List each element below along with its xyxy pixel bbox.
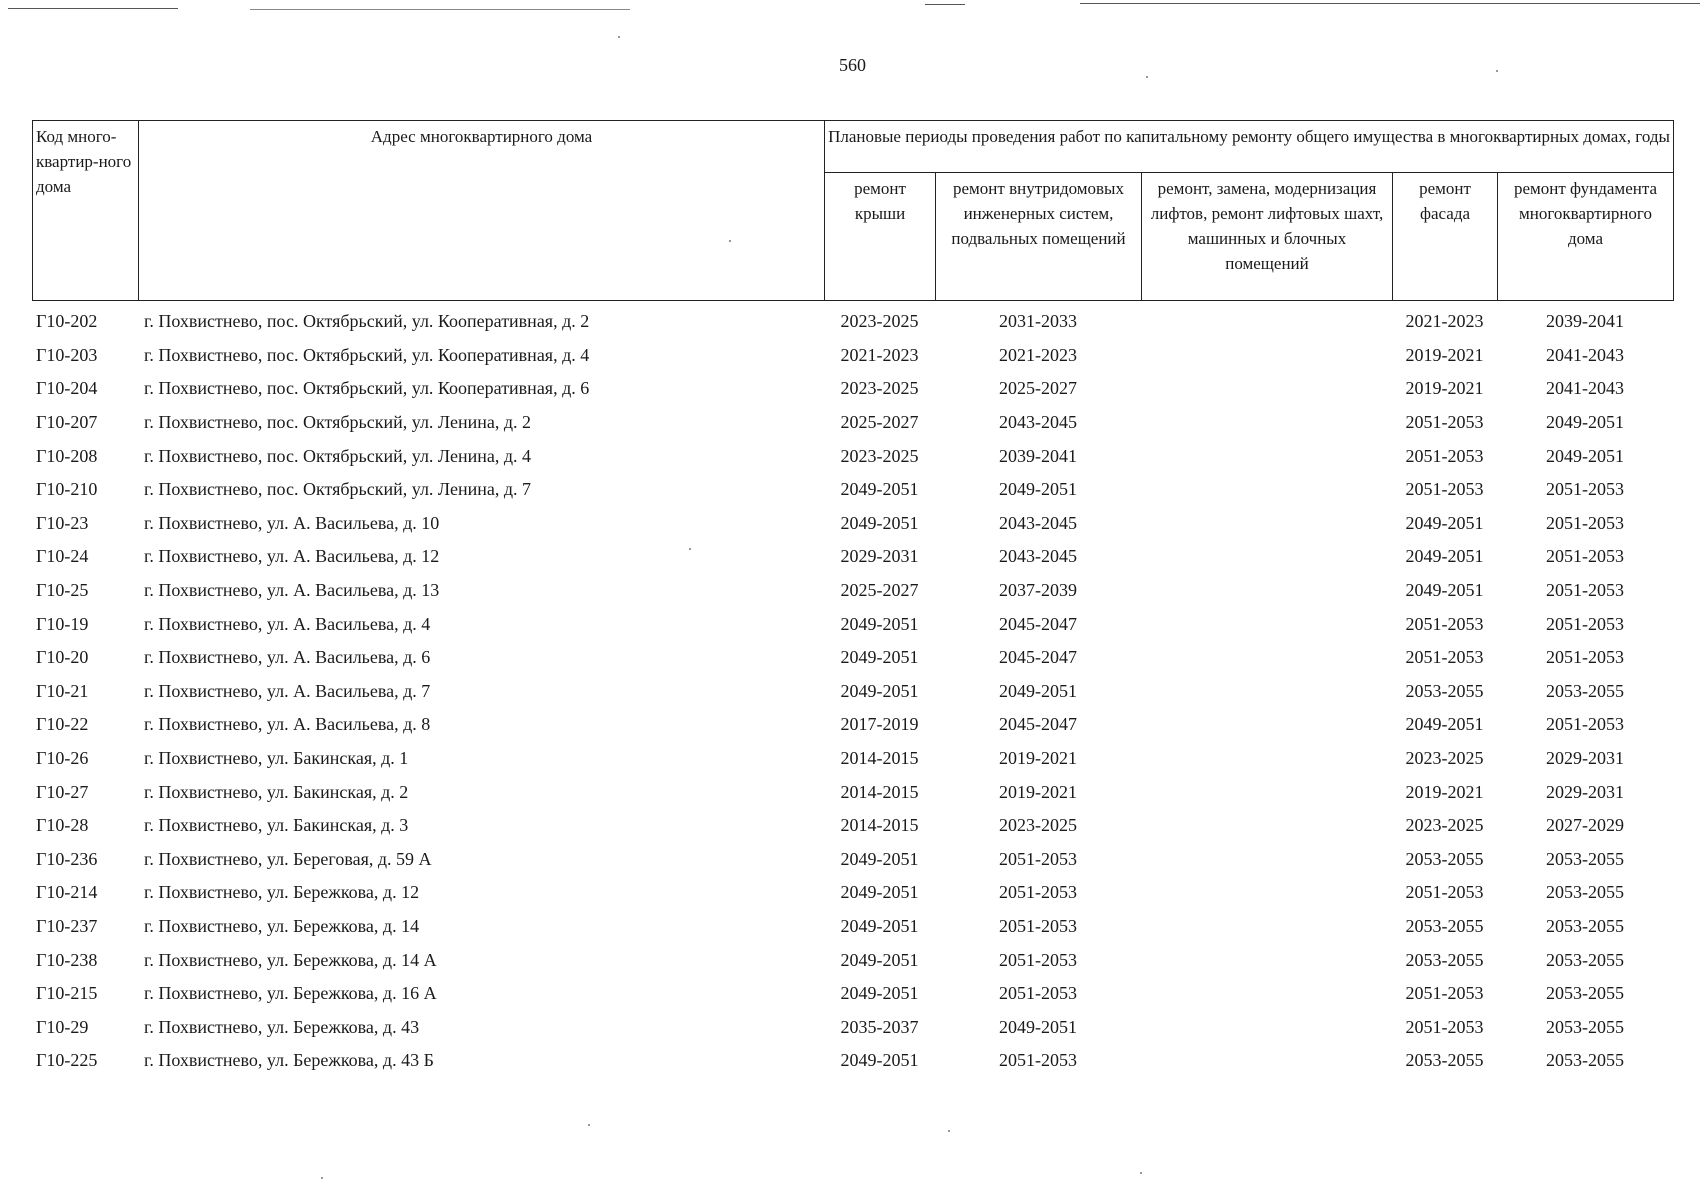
table-header: [32, 120, 1674, 301]
cell-facade: 2051-2053: [1405, 613, 1484, 634]
cell-roof: 2014-2015: [840, 748, 919, 769]
cell-roof: 2029-2031: [840, 546, 919, 567]
cell-code: Г10-19: [36, 613, 89, 634]
cell-facade: 2051-2053: [1405, 479, 1484, 500]
cell-foundation: 2029-2031: [1546, 748, 1624, 769]
cell-roof: 2023-2025: [840, 445, 919, 466]
cell-address: г. Похвистнево, пос. Октябрьский, ул. Ленина, д. 4: [144, 445, 532, 466]
scan-speck: [948, 1130, 950, 1132]
cell-elevators: [1141, 809, 1392, 843]
cell-address: г. Похвистнево, ул. А. Васильева, д. 6: [144, 647, 431, 668]
cell-address: г. Похвистнево, пос. Октябрьский, ул. Кооперативная, д. 4: [144, 344, 590, 365]
cell-code: Г10-210: [36, 479, 98, 500]
cell-elevators: [1141, 305, 1392, 339]
cell-foundation: 2051-2053: [1546, 512, 1624, 533]
cell-facade: 2049-2051: [1405, 512, 1484, 533]
table-row: [32, 305, 1673, 339]
cell-systems: 2051-2053: [999, 983, 1077, 1004]
cell-roof: 2049-2051: [840, 613, 919, 634]
table-row: [32, 406, 1673, 440]
table-row: [32, 742, 1673, 776]
cell-facade: 2053-2055: [1405, 680, 1484, 701]
cell-facade: 2051-2053: [1405, 412, 1484, 433]
cell-systems: 2051-2053: [999, 915, 1077, 936]
table-row: [32, 775, 1673, 809]
cell-facade: 2051-2053: [1405, 983, 1484, 1004]
cell-foundation: 2039-2041: [1546, 311, 1624, 332]
cell-elevators: [1141, 540, 1392, 574]
table-row: [32, 540, 1673, 574]
cell-elevators: [1141, 574, 1392, 608]
cell-elevators: [1141, 641, 1392, 675]
table-row: [32, 809, 1673, 843]
cell-code: Г10-237: [36, 915, 98, 936]
cell-address: г. Похвистнево, ул. Бережкова, д. 14 А: [144, 949, 437, 970]
cell-systems: 2049-2051: [999, 1016, 1077, 1037]
cell-code: Г10-23: [36, 512, 89, 533]
cell-roof: 2049-2051: [840, 680, 919, 701]
cell-code: Г10-25: [36, 580, 89, 601]
cell-facade: 2051-2053: [1405, 647, 1484, 668]
cell-systems: 2051-2053: [999, 882, 1077, 903]
cell-systems: 2045-2047: [999, 613, 1077, 634]
cell-roof: 2049-2051: [840, 647, 919, 668]
cell-code: Г10-204: [36, 378, 98, 399]
cell-foundation: 2029-2031: [1546, 781, 1624, 802]
cell-roof: 2023-2025: [840, 378, 919, 399]
cell-elevators: [1141, 675, 1392, 709]
cell-foundation: 2053-2055: [1546, 1016, 1624, 1037]
cell-elevators: [1141, 910, 1392, 944]
cell-roof: 2049-2051: [840, 949, 919, 970]
cell-address: г. Похвистнево, ул. Бережкова, д. 12: [144, 882, 420, 903]
cell-elevators: [1141, 1010, 1392, 1044]
cell-facade: 2053-2055: [1405, 915, 1484, 936]
data-table: [32, 305, 1673, 1078]
cell-code: Г10-203: [36, 344, 98, 365]
cell-address: г. Похвистнево, ул. А. Васильева, д. 7: [144, 680, 431, 701]
header-address: Адрес многоквартирного дома: [139, 121, 825, 301]
scan-speck: [1496, 70, 1498, 72]
cell-systems: 2049-2051: [999, 479, 1077, 500]
cell-systems: 2043-2045: [999, 512, 1077, 533]
cell-systems: 2019-2021: [999, 781, 1077, 802]
scan-artifact-line: [250, 9, 630, 10]
cell-address: г. Похвистнево, ул. Бережкова, д. 43 Б: [144, 1050, 434, 1071]
cell-address: г. Похвистнево, ул. Береговая, д. 59 А: [144, 848, 432, 869]
cell-roof: 2021-2023: [840, 344, 919, 365]
cell-code: Г10-22: [36, 714, 89, 735]
cell-code: Г10-236: [36, 848, 98, 869]
cell-foundation: 2051-2053: [1546, 479, 1624, 500]
cell-address: г. Похвистнево, ул. Бакинская, д. 2: [144, 781, 409, 802]
cell-foundation: 2051-2053: [1546, 546, 1624, 567]
cell-roof: 2014-2015: [840, 781, 919, 802]
cell-elevators: [1141, 607, 1392, 641]
table-row: [32, 473, 1673, 507]
cell-facade: 2023-2025: [1405, 815, 1484, 836]
cell-address: г. Похвистнево, пос. Октябрьский, ул. Ленина, д. 7: [144, 479, 532, 500]
table-row: [32, 339, 1673, 373]
cell-facade: 2021-2023: [1405, 311, 1484, 332]
cell-facade: 2051-2053: [1405, 445, 1484, 466]
header-foundation: ремонт фундамента многоквартирного дома: [1498, 173, 1674, 301]
cell-address: г. Похвистнево, ул. Бакинская, д. 3: [144, 815, 409, 836]
cell-elevators: [1141, 473, 1392, 507]
cell-foundation: 2041-2043: [1546, 378, 1624, 399]
scan-artifact-line: [925, 4, 965, 5]
page-number: 560: [839, 55, 866, 75]
header-elevators: ремонт, замена, модернизация лифтов, ремонт лифтовых шахт, машинных и блочных помещений: [1142, 173, 1393, 301]
cell-code: Г10-26: [36, 748, 89, 769]
cell-roof: 2025-2027: [840, 580, 919, 601]
cell-facade: 2049-2051: [1405, 546, 1484, 567]
cell-foundation: 2051-2053: [1546, 613, 1624, 634]
cell-facade: 2053-2055: [1405, 949, 1484, 970]
cell-elevators: [1141, 708, 1392, 742]
table-row: [32, 977, 1673, 1011]
cell-roof: 2017-2019: [840, 714, 919, 735]
cell-foundation: 2053-2055: [1546, 848, 1624, 869]
cell-code: Г10-207: [36, 412, 98, 433]
cell-roof: 2023-2025: [840, 311, 919, 332]
cell-code: Г10-21: [36, 680, 89, 701]
cell-code: Г10-20: [36, 647, 89, 668]
cell-elevators: [1141, 507, 1392, 541]
cell-facade: 2019-2021: [1405, 378, 1484, 399]
cell-facade: 2051-2053: [1405, 882, 1484, 903]
table-row: [32, 910, 1673, 944]
cell-address: г. Похвистнево, ул. А. Васильева, д. 12: [144, 546, 440, 567]
header-facade: ремонт фасада: [1393, 173, 1498, 301]
cell-foundation: 2049-2051: [1546, 445, 1624, 466]
cell-address: г. Похвистнево, ул. Бережкова, д. 16 А: [144, 983, 437, 1004]
table-row: [32, 1010, 1673, 1044]
scan-artifact-line: [1080, 3, 1700, 4]
scan-speck: [689, 548, 691, 550]
table-row: [32, 641, 1673, 675]
cell-facade: 2019-2021: [1405, 781, 1484, 802]
table-row: [32, 708, 1673, 742]
table-row: [32, 843, 1673, 877]
scan-speck: [1146, 76, 1148, 78]
cell-systems: 2051-2053: [999, 848, 1077, 869]
cell-roof: 2049-2051: [840, 479, 919, 500]
cell-systems: 2049-2051: [999, 680, 1077, 701]
cell-code: Г10-215: [36, 983, 98, 1004]
cell-facade: 2049-2051: [1405, 714, 1484, 735]
cell-foundation: 2053-2055: [1546, 915, 1624, 936]
header-periods-group: Плановые периоды проведения работ по капитальному ремонту общего имущества в многоквартирных домах, годы: [825, 121, 1674, 173]
table-row: [32, 372, 1673, 406]
cell-systems: 2051-2053: [999, 1050, 1077, 1071]
table-row: [32, 876, 1673, 910]
cell-systems: 2045-2047: [999, 714, 1077, 735]
cell-code: Г10-225: [36, 1050, 98, 1071]
scan-artifact-line: [8, 8, 178, 9]
scan-speck: [729, 240, 731, 242]
header-code: Код много-квартир-ного дома: [33, 121, 139, 301]
scan-speck: [618, 36, 620, 38]
cell-elevators: [1141, 876, 1392, 910]
cell-facade: 2051-2053: [1405, 1016, 1484, 1037]
cell-systems: 2039-2041: [999, 445, 1077, 466]
table-row: [32, 943, 1673, 977]
table-row: [32, 507, 1673, 541]
cell-address: г. Похвистнево, ул. А. Васильева, д. 13: [144, 580, 440, 601]
cell-systems: 2023-2025: [999, 815, 1077, 836]
cell-systems: 2031-2033: [999, 311, 1077, 332]
cell-code: Г10-208: [36, 445, 98, 466]
cell-elevators: [1141, 943, 1392, 977]
cell-foundation: 2051-2053: [1546, 714, 1624, 735]
cell-code: Г10-27: [36, 781, 89, 802]
cell-roof: 2049-2051: [840, 915, 919, 936]
header-roof: ремонт крыши: [825, 173, 936, 301]
cell-address: г. Похвистнево, пос. Октябрьский, ул. Ленина, д. 2: [144, 412, 532, 433]
cell-foundation: 2027-2029: [1546, 815, 1624, 836]
cell-code: Г10-202: [36, 311, 98, 332]
data-table-body: [32, 305, 1673, 1078]
cell-address: г. Похвистнево, ул. А. Васильева, д. 10: [144, 512, 440, 533]
cell-foundation: 2051-2053: [1546, 580, 1624, 601]
cell-code: Г10-238: [36, 949, 98, 970]
cell-roof: 2049-2051: [840, 983, 919, 1004]
cell-systems: 2051-2053: [999, 949, 1077, 970]
cell-elevators: [1141, 339, 1392, 373]
cell-address: г. Похвистнево, пос. Октябрьский, ул. Кооперативная, д. 6: [144, 378, 590, 399]
cell-systems: 2025-2027: [999, 378, 1077, 399]
cell-foundation: 2051-2053: [1546, 647, 1624, 668]
cell-facade: 2023-2025: [1405, 748, 1484, 769]
cell-elevators: [1141, 406, 1392, 440]
cell-facade: 2053-2055: [1405, 1050, 1484, 1071]
cell-elevators: [1141, 843, 1392, 877]
cell-code: Г10-28: [36, 815, 89, 836]
cell-systems: 2019-2021: [999, 748, 1077, 769]
cell-roof: 2049-2051: [840, 512, 919, 533]
cell-elevators: [1141, 1044, 1392, 1078]
cell-address: г. Похвистнево, ул. А. Васильева, д. 4: [144, 613, 431, 634]
cell-foundation: 2041-2043: [1546, 344, 1624, 365]
cell-elevators: [1141, 742, 1392, 776]
cell-roof: 2014-2015: [840, 815, 919, 836]
cell-foundation: 2049-2051: [1546, 412, 1624, 433]
cell-address: г. Похвистнево, ул. Бережкова, д. 43: [144, 1016, 420, 1037]
cell-address: г. Похвистнево, ул. А. Васильева, д. 8: [144, 714, 431, 735]
cell-elevators: [1141, 775, 1392, 809]
cell-foundation: 2053-2055: [1546, 949, 1624, 970]
cell-systems: 2043-2045: [999, 546, 1077, 567]
table-row: [32, 574, 1673, 608]
cell-code: Г10-24: [36, 546, 89, 567]
cell-foundation: 2053-2055: [1546, 983, 1624, 1004]
cell-roof: 2025-2027: [840, 412, 919, 433]
cell-systems: 2043-2045: [999, 412, 1077, 433]
cell-address: г. Похвистнево, ул. Бережкова, д. 14: [144, 915, 420, 936]
cell-code: Г10-29: [36, 1016, 89, 1037]
cell-foundation: 2053-2055: [1546, 1050, 1624, 1071]
table-row: [32, 1044, 1673, 1078]
cell-elevators: [1141, 439, 1392, 473]
cell-elevators: [1141, 977, 1392, 1011]
cell-code: Г10-214: [36, 882, 98, 903]
table-row: [32, 607, 1673, 641]
cell-roof: 2049-2051: [840, 848, 919, 869]
cell-facade: 2053-2055: [1405, 848, 1484, 869]
cell-systems: 2021-2023: [999, 344, 1077, 365]
cell-systems: 2037-2039: [999, 580, 1077, 601]
scan-speck: [588, 1124, 590, 1126]
cell-foundation: 2053-2055: [1546, 680, 1624, 701]
table-row: [32, 675, 1673, 709]
cell-facade: 2049-2051: [1405, 580, 1484, 601]
header-systems: ремонт внутридомовых инженерных систем, подвальных помещений: [936, 173, 1142, 301]
cell-facade: 2019-2021: [1405, 344, 1484, 365]
cell-foundation: 2053-2055: [1546, 882, 1624, 903]
table-row: [32, 439, 1673, 473]
cell-systems: 2045-2047: [999, 647, 1077, 668]
cell-roof: 2035-2037: [840, 1016, 919, 1037]
scan-speck: [1140, 1172, 1142, 1174]
cell-address: г. Похвистнево, ул. Бакинская, д. 1: [144, 748, 409, 769]
scan-speck: [321, 1177, 323, 1179]
cell-elevators: [1141, 372, 1392, 406]
cell-roof: 2049-2051: [840, 1050, 919, 1071]
cell-roof: 2049-2051: [840, 882, 919, 903]
cell-address: г. Похвистнево, пос. Октябрьский, ул. Кооперативная, д. 2: [144, 311, 590, 332]
